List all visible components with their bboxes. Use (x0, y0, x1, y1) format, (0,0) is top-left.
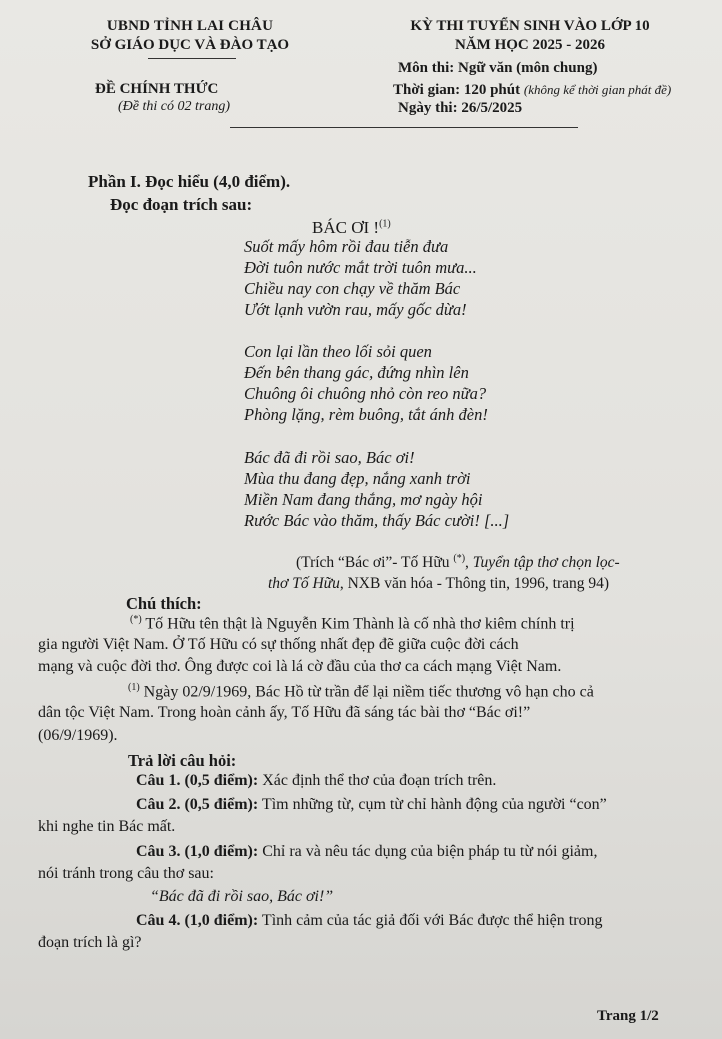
poem-line: Chiều nay con chạy về thăm Bác (244, 279, 461, 298)
official-exam-label: ĐỀ CHÍNH THỨC (95, 81, 219, 97)
poem-title (312, 218, 391, 238)
anthology-title-cont: thơ Tố Hữu (268, 575, 340, 592)
exam-time-text: Thời gian: 120 phút (393, 82, 521, 98)
province-committee: UBND TỈNH LAI CHÂU (106, 18, 274, 34)
poem-title-footnote-mark: (1) (379, 218, 391, 230)
source-line-1 (296, 553, 620, 572)
poem-line: Đời tuôn nước mắt trời tuôn mưa... (244, 258, 477, 277)
note-1-line: mạng và cuộc đời thơ. Ông được coi là lá cờ đầu của thơ ca cách mạng Việt Nam. (38, 658, 562, 675)
question-4 (136, 912, 603, 930)
poem-line: Bác đã đi rồi sao, Bác ơi! (244, 448, 415, 467)
question-3 (136, 843, 597, 861)
read-prompt: Đọc đoạn trích sau: (110, 195, 253, 214)
school-year: NĂM HỌC 2025 - 2026 (455, 37, 605, 53)
questions-heading: Trả lời câu hỏi: (128, 751, 237, 770)
source-text: (Trích “Bác ơi”- Tố Hữu (296, 554, 454, 572)
question-4-text: Tình cảm của tác giả đối với Bác được thể hiện trong (258, 912, 603, 929)
question-1 (136, 772, 496, 790)
question-2-label: Câu 2. (0,5 điểm): (136, 796, 259, 813)
note-2-text: Ngày 02/9/1969, Bác Hồ từ trần để lại niềm tiếc thương vô hạn cho cả (139, 683, 594, 701)
poem-line: Suốt mấy hôm rồi đau tiễn đưa (244, 237, 449, 256)
source-separator: , (465, 554, 473, 572)
anthology-title: Tuyển tập thơ chọn lọc- (472, 554, 620, 572)
poem-line: Chuông ôi chuông nhỏ còn reo nữa? (244, 384, 487, 403)
question-3-quote: “Bác đã đi rồi sao, Bác ơi!” (150, 888, 334, 905)
note-2-mark: (1) (128, 682, 140, 693)
note-1-text: Tố Hữu tên thật là Nguyễn Kim Thành là cố nhà thơ kiêm chính trị (141, 615, 575, 633)
exam-title: KỲ THI TUYỂN SINH VÀO LỚP 10 (410, 18, 650, 34)
question-3-cont: nói tránh trong câu thơ sau: (38, 865, 214, 882)
note-1-line (130, 614, 575, 633)
poem-line: Phòng lặng, rèm buông, tắt ánh đèn! (244, 405, 488, 424)
poem-line: Ướt lạnh vườn rau, mấy gốc dừa! (244, 300, 467, 319)
exam-time (393, 82, 671, 99)
question-3-label: Câu 3. (1,0 điểm): (136, 843, 259, 860)
page-number: Trang 1/2 (597, 1008, 659, 1024)
education-department: SỞ GIÁO DỤC VÀ ĐÀO TẠO (90, 37, 290, 53)
note-2-line: (06/9/1969). (38, 727, 118, 744)
part-heading: Phần I. Đọc hiểu (4,0 điểm). (88, 172, 291, 191)
notes-heading: Chú thích: (126, 594, 202, 613)
question-2 (136, 796, 607, 814)
question-4-label: Câu 4. (1,0 điểm): (136, 912, 259, 929)
header-divider (230, 127, 578, 128)
header-left-underline (148, 58, 236, 59)
author-footnote-mark: (*) (453, 553, 466, 564)
note-1-line: gia người Việt Nam. Ở Tố Hữu có sự thống nhất đẹp đẽ giữa cuộc đời cách (38, 636, 519, 653)
exam-subject: Môn thi: Ngữ văn (môn chung) (398, 60, 598, 76)
question-4-cont: đoạn trích là gì? (38, 934, 142, 951)
exam-time-note: (không kể thời gian phát đề) (523, 82, 672, 97)
poem-line: Đến bên thang gác, đứng nhìn lên (244, 363, 469, 382)
source-line-2 (268, 575, 609, 593)
poem-title-text: BÁC ƠI ! (312, 218, 380, 237)
question-1-text: Xác định thể thơ của đoạn trích trên. (258, 772, 497, 789)
note-1-mark: (*) (130, 614, 142, 625)
question-3-text: Chỉ ra và nêu tác dụng của biện pháp tu từ nói giảm, (258, 843, 598, 860)
header-right (360, 18, 700, 54)
question-1-label: Câu 1. (0,5 điểm): (136, 772, 259, 789)
poem-line: Con lại lần theo lối sỏi quen (244, 342, 432, 361)
note-2-line: dân tộc Việt Nam. Trong hoàn cảnh ấy, Tố Hữu đã sáng tác bài thơ “Bác ơi!” (38, 704, 531, 721)
question-2-text: Tìm những từ, cụm từ chỉ hành động của người “con” (258, 796, 607, 813)
question-2-cont: khi nghe tin Bác mất. (38, 818, 176, 835)
exam-date: Ngày thi: 26/5/2025 (398, 100, 523, 116)
poem-line: Miền Nam đang thắng, mơ ngày hội (244, 490, 483, 509)
poem-line: Rước Bác vào thăm, thấy Bác cười! [...] (244, 511, 510, 530)
publisher-info: , NXB văn hóa - Thông tin, 1996, trang 94) (339, 575, 610, 592)
pages-note: (Đề thi có 02 trang) (118, 99, 230, 114)
note-2-line (128, 682, 594, 701)
poem-line: Mùa thu đang đẹp, nắng xanh trời (244, 469, 471, 488)
header-left (70, 18, 310, 54)
